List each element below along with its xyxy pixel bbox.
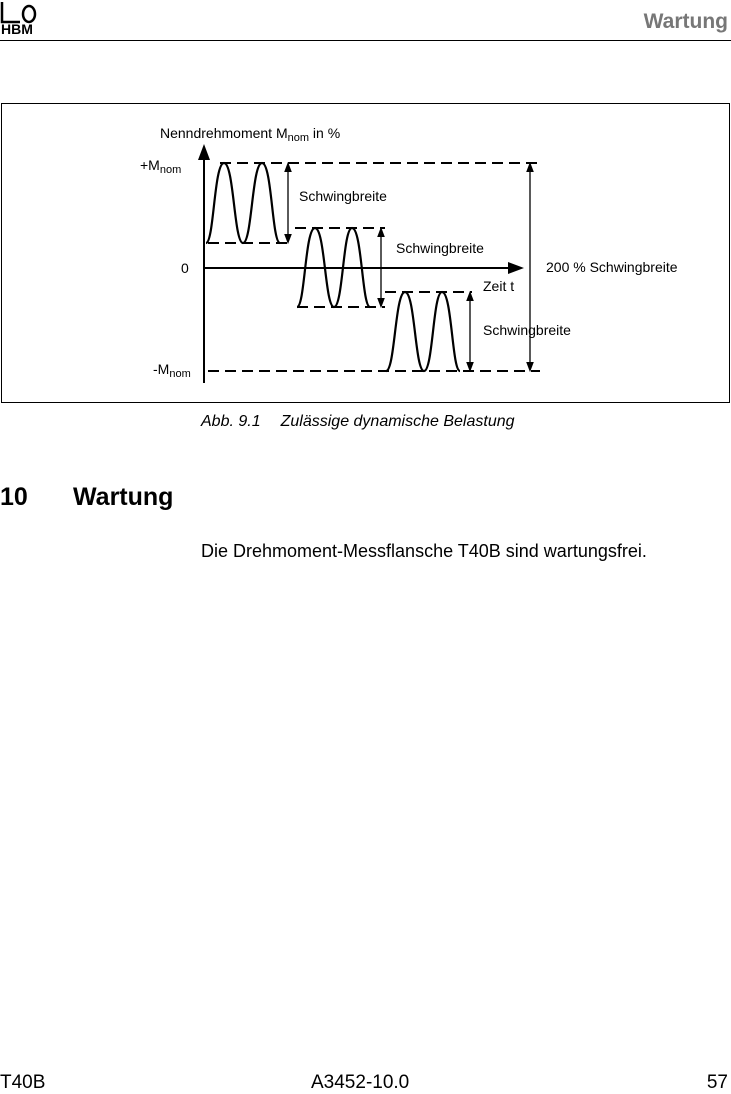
header-section-title: Wartung xyxy=(643,10,728,33)
section-title: Wartung xyxy=(73,483,174,511)
range-label-1: Schwingbreite xyxy=(299,188,387,204)
caption-text: Zulässige dynamische Belastung xyxy=(280,413,515,430)
axes xyxy=(204,152,516,383)
section-body: Die Drehmoment-Messflansche T40B sind wartungsfrei. xyxy=(201,541,647,561)
figure-caption xyxy=(201,413,515,431)
x-axis-label: Zeit t xyxy=(483,278,515,294)
header-rule xyxy=(0,40,731,41)
zero-label: 0 xyxy=(181,260,189,276)
range-label-2: Schwingbreite xyxy=(396,240,484,256)
y-axis-label: Nenndrehmoment $M_{nom}$ in % xyxy=(160,125,341,144)
section-number: 10 xyxy=(0,483,28,511)
minus-mnom-label: $-M_{nom}$ xyxy=(153,361,191,380)
total-range-label: 200 % Schwingbreite xyxy=(546,259,678,275)
svg-text:HBM: HBM xyxy=(1,21,33,36)
hbm-logo xyxy=(0,0,40,36)
footer-product: T40B xyxy=(0,1072,46,1093)
plus-mnom-label: $+M_{nom}$ xyxy=(140,157,182,176)
footer-doc-id: A3452-10.0 xyxy=(311,1072,410,1093)
footer-page-number: 57 xyxy=(706,1072,728,1093)
caption-number: Abb. 9.1 xyxy=(201,413,261,430)
load-diagram xyxy=(1,103,730,403)
range-label-3: Schwingbreite xyxy=(483,322,571,338)
